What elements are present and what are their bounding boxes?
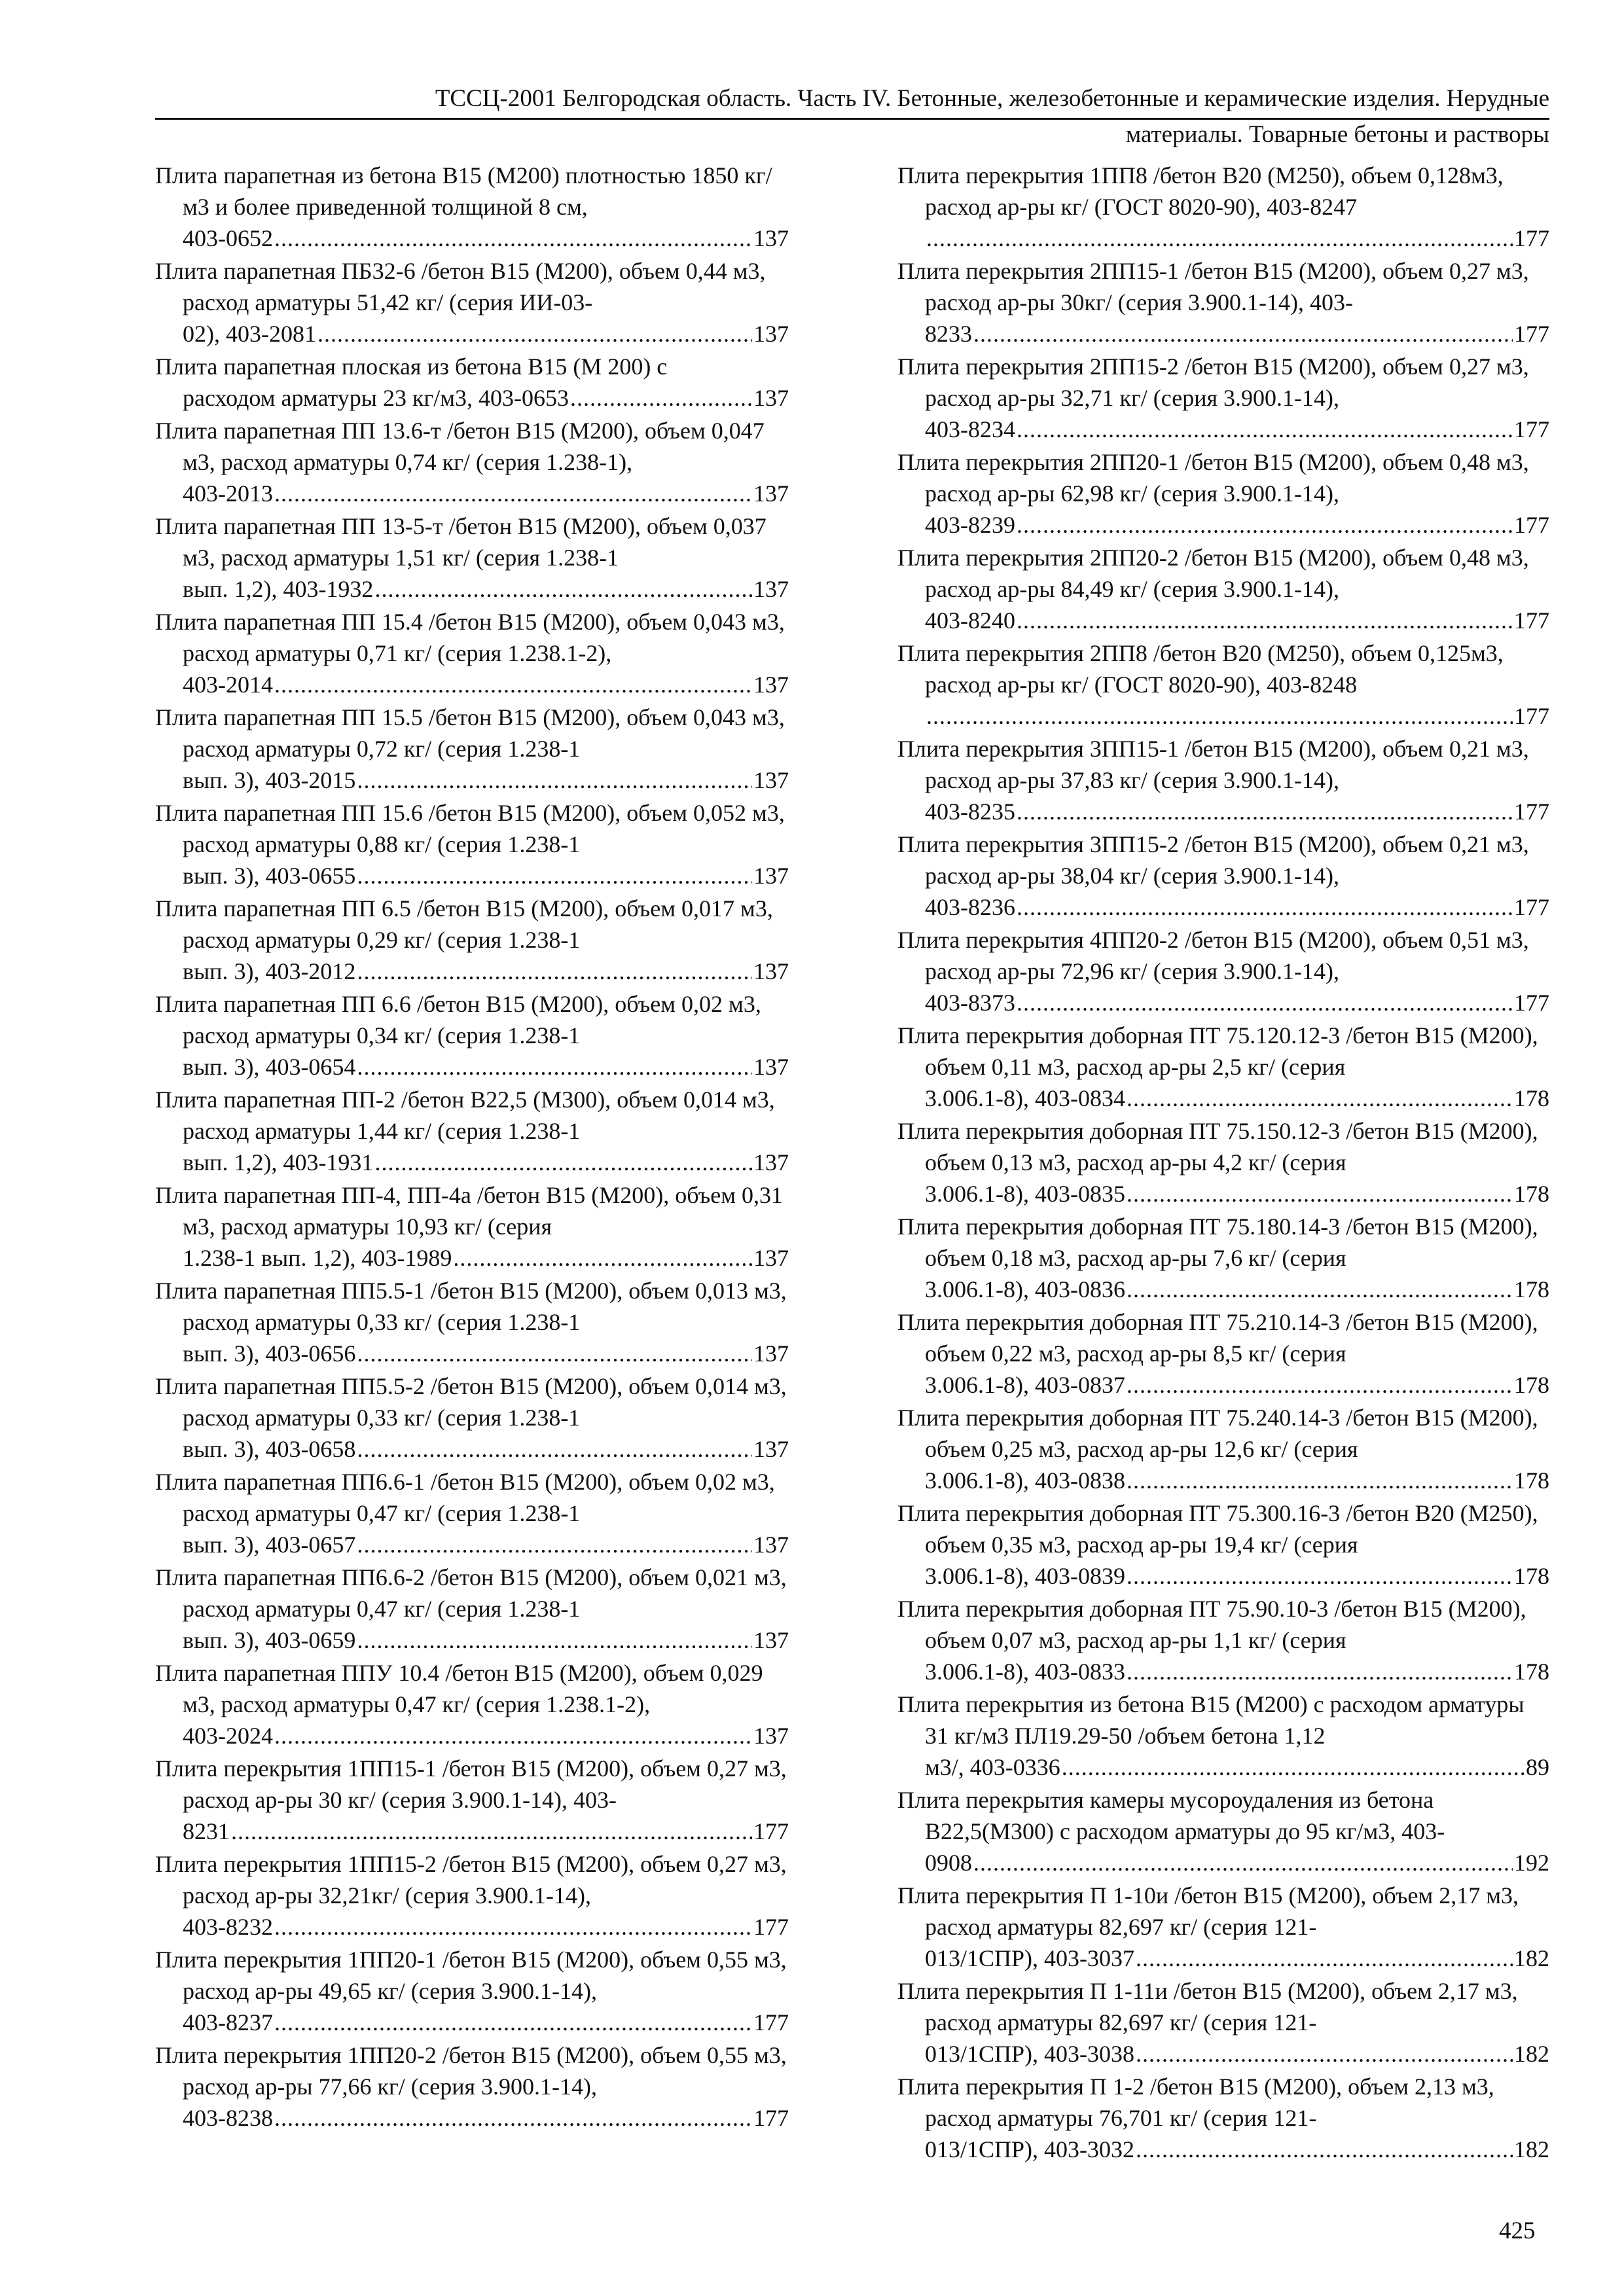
entry-text: Плита парапетная ПБ32-6 /бетон В15 (М200), объем 0,44 м3, расход арматуры 51,42 кг/ (серия ИИ-03- — [155, 258, 766, 315]
entry-code: 403-8232 — [183, 1914, 273, 1940]
entry-leader-row — [925, 1369, 1549, 1401]
index-entry — [155, 797, 789, 891]
index-entry — [897, 1402, 1549, 1496]
entry-page-ref: 137 — [753, 385, 789, 411]
dot-leader — [357, 956, 752, 987]
entry-leader-row — [925, 1465, 1549, 1496]
entry-text: Плита парапетная ПП 6.6 /бетон В15 (М200), объем 0,02 м3, расход арматуры 0,34 кг/ (серия 1.238-1 — [155, 991, 761, 1049]
entry-text: Плита парапетная ПП 15.4 /бетон В15 (М200), объем 0,043 м3, расход арматуры 0,71 кг/ (серия 1.238.1-2), — [155, 609, 785, 666]
dot-leader — [1017, 987, 1513, 1018]
entry-text: Плита парапетная ПП-4, ПП-4а /бетон В15 (М200), объем 0,31 м3, расход арматуры 10,93 кг/ (серия — [155, 1182, 783, 1240]
entry-page-ref: 178 — [1514, 1085, 1549, 1111]
dot-leader — [374, 573, 752, 605]
entry-page-ref: 178 — [1514, 1467, 1549, 1494]
entry-code: 013/1СПР), 403-3038 — [925, 2041, 1135, 2067]
index-entry — [897, 446, 1549, 541]
entry-code: 0908 — [925, 1850, 972, 1876]
index-entry — [897, 1211, 1549, 1305]
entry-leader-row — [925, 796, 1549, 827]
index-entry — [155, 415, 789, 509]
entry-page-ref: 137 — [753, 1436, 789, 1462]
entry-leader-row — [925, 318, 1549, 350]
index-entry — [155, 1084, 789, 1178]
entry-text: Плита перекрытия 2ПП20-2 /бетон В15 (М200), объем 0,48 м3, расход ар-ры 84,49 кг/ (серия 3.900.1-14), — [897, 545, 1529, 602]
entry-text: Плита перекрытия доборная ПТ 75.150.12-3 /бетон В15 (М200), объем 0,13 м3, расход ар-ры 4,2 кг/ (серия — [897, 1118, 1538, 1175]
index-entry — [897, 1498, 1549, 1592]
entry-leader-row — [925, 1560, 1549, 1592]
entry-page-ref: 137 — [753, 1723, 789, 1749]
entry-page-ref: 177 — [753, 2105, 789, 2131]
dot-leader — [1062, 1751, 1525, 1783]
index-entry — [897, 1593, 1549, 1687]
dot-leader — [1127, 1560, 1513, 1592]
entry-code: 3.006.1-8), 403-0833 — [925, 1659, 1125, 1685]
entry-leader-row — [925, 891, 1549, 923]
entry-page-ref: 192 — [1514, 1850, 1549, 1876]
entry-text: Плита парапетная из бетона В15 (М200) плотностью 1850 кг/м3 и более приведенной толщиной 8 см, — [155, 162, 772, 220]
entry-code: 3.006.1-8), 403-0837 — [925, 1372, 1125, 1398]
entry-text: Плита парапетная ПП 15.5 /бетон В15 (М200), объем 0,043 м3, расход арматуры 0,72 кг/ (серия 1.238-1 — [155, 704, 785, 762]
entry-leader-row — [183, 478, 789, 509]
entry-code: 1.238-1 вып. 1,2), 403-1989 — [183, 1245, 452, 1271]
entry-code: расходом арматуры 23 кг/м3, 403-0653 — [183, 385, 569, 411]
header-rule — [155, 118, 1549, 120]
index-entry — [897, 1880, 1549, 1974]
entry-leader-row — [925, 987, 1549, 1018]
entry-page-ref: 177 — [753, 2009, 789, 2036]
dot-leader — [1127, 1274, 1513, 1305]
entry-leader-row — [925, 605, 1549, 636]
dot-leader — [317, 318, 752, 350]
entry-text: Плита перекрытия 3ПП15-2 /бетон В15 (М200), объем 0,21 м3, расход ар-ры 38,04 кг/ (серия 3.900.1-14), — [897, 831, 1529, 889]
entry-text: Плита перекрытия П 1-11и /бетон В15 (М200), объем 2,17 м3, расход арматуры 82,697 кг/ (серия 121- — [897, 1978, 1518, 2036]
entry-leader-row — [183, 1051, 789, 1083]
dot-leader — [357, 1529, 752, 1560]
entry-page-ref: 177 — [753, 1914, 789, 1940]
entry-page-ref: 137 — [753, 1245, 789, 1271]
entry-page-ref: 137 — [753, 767, 789, 793]
dot-leader — [1127, 1083, 1513, 1114]
entry-code: м3/, 403-0336 — [925, 1754, 1060, 1780]
index-entry — [155, 1944, 789, 2038]
entry-leader-row — [183, 1720, 789, 1751]
entry-page-ref: 178 — [1514, 1181, 1549, 1207]
entry-leader-row — [183, 1433, 789, 1465]
entry-code: вып. 1,2), 403-1932 — [183, 576, 374, 602]
entry-leader-row — [183, 860, 789, 891]
index-entry — [897, 1306, 1549, 1401]
entry-text: Плита перекрытия П 1-2 /бетон В15 (М200), объем 2,13 м3, расход арматуры 76,701 кг/ (серия 121- — [897, 2073, 1494, 2131]
entry-page-ref: 137 — [753, 863, 789, 889]
entry-code: вып. 3), 403-2012 — [183, 958, 356, 984]
dot-leader — [1017, 605, 1513, 636]
index-entry — [155, 893, 789, 987]
entry-leader-row — [183, 573, 789, 605]
entry-code: вып. 3), 403-2015 — [183, 767, 356, 793]
dot-leader — [926, 223, 1513, 254]
dot-leader — [1017, 414, 1513, 445]
entry-code: вып. 3), 403-0657 — [183, 1532, 356, 1558]
entry-page-ref: 137 — [753, 1054, 789, 1080]
entry-text: Плита парапетная ПП 13.6-т /бетон В15 (М200), объем 0,047 м3, расход арматуры 0,74 кг/ (серия 1.238-1), — [155, 418, 765, 475]
entry-leader-row — [183, 318, 789, 350]
entry-code: вып. 3), 403-0658 — [183, 1436, 356, 1462]
dot-leader — [357, 1624, 752, 1656]
entry-leader-row — [183, 2007, 789, 2038]
dot-leader — [926, 700, 1513, 732]
index-entry — [897, 1689, 1549, 1783]
entry-text: Плита перекрытия доборная ПТ 75.210.14-3 /бетон В15 (М200), объем 0,22 м3, расход ар-ры 8,5 кг/ (серия — [897, 1309, 1538, 1367]
entry-leader-row — [925, 1943, 1549, 1974]
dot-leader — [231, 1816, 752, 1847]
entry-code: 403-8235 — [925, 798, 1015, 825]
entry-code: 403-8238 — [183, 2105, 273, 2131]
dot-leader — [357, 1338, 752, 1369]
dot-leader — [357, 860, 752, 891]
entry-code: вып. 3), 403-0659 — [183, 1627, 356, 1653]
entry-code: 3.006.1-8), 403-0838 — [925, 1467, 1125, 1494]
entry-code: 403-8239 — [925, 512, 1015, 538]
entry-code: 013/1СПР), 403-3032 — [925, 2136, 1135, 2162]
entry-code: 3.006.1-8), 403-0835 — [925, 1181, 1125, 1207]
entry-leader-row — [183, 223, 789, 254]
dot-leader — [274, 1720, 752, 1751]
dot-leader — [274, 2007, 752, 2038]
index-entry — [897, 924, 1549, 1018]
entry-page-ref: 182 — [1514, 1945, 1549, 1971]
entry-code: 013/1СПР), 403-3037 — [925, 1945, 1135, 1971]
entry-code: 403-8236 — [925, 894, 1015, 920]
entry-leader-row — [183, 1624, 789, 1656]
entry-text: Плита перекрытия 1ПП15-2 /бетон В15 (М200), объем 0,27 м3, расход ар-ры 32,21кг/ (серия 3.900.1-14), — [155, 1851, 787, 1909]
entry-page-ref: 182 — [1514, 2041, 1549, 2067]
index-entry — [897, 1975, 1549, 2070]
index-entry — [155, 1562, 789, 1656]
index-entry — [897, 1020, 1549, 1114]
index-entry — [155, 1848, 789, 1943]
entry-leader-row — [183, 669, 789, 700]
dot-leader — [1127, 1656, 1513, 1687]
entry-code: 403-2024 — [183, 1723, 273, 1749]
entry-text: Плита парапетная ПП-2 /бетон В22,5 (М300), объем 0,014 м3, расход арматуры 1,44 кг/ (серия 1.238-1 — [155, 1086, 775, 1144]
index-entry — [897, 1115, 1549, 1210]
entry-page-ref: 178 — [1514, 1563, 1549, 1589]
entry-leader-row — [925, 1656, 1549, 1687]
entry-code: 403-2013 — [183, 480, 273, 507]
dot-leader — [274, 478, 752, 509]
index-entry — [897, 255, 1549, 350]
entry-leader-row — [925, 2134, 1549, 2165]
entry-leader-row — [925, 1751, 1549, 1783]
entry-page-ref: 177 — [1514, 894, 1549, 920]
entry-leader-row — [925, 1847, 1549, 1878]
entry-leader-row — [925, 700, 1549, 732]
entry-text: Плита перекрытия доборная ПТ 75.240.14-3 /бетон В15 (М200), объем 0,25 м3, расход ар-ры 12,6 кг/ (серия — [897, 1405, 1538, 1462]
dot-leader — [1136, 2134, 1513, 2165]
entry-text: Плита перекрытия доборная ПТ 75.90.10-3 /бетон В15 (М200), объем 0,07 м3, расход ар-ры 1,1 кг/ (серия — [897, 1596, 1526, 1653]
entry-leader-row — [183, 2102, 789, 2134]
entry-page-ref: 137 — [753, 958, 789, 984]
header-title-line1: ТССЦ-2001 Белгородская область. Часть IV. Бетонные, железобетонные и керамические изделия. Нерудные — [435, 85, 1549, 112]
entry-code: вып. 3), 403-0654 — [183, 1054, 356, 1080]
entry-page-ref: 137 — [753, 321, 789, 347]
dot-leader — [1017, 796, 1513, 827]
entry-text: Плита перекрытия доборная ПТ 75.120.12-3 /бетон В15 (М200), объем 0,11 м3, расход ар-ры 2,5 кг/ (серия — [897, 1022, 1538, 1080]
entry-text: Плита перекрытия доборная ПТ 75.300.16-3 /бетон В20 (М250), объем 0,35 м3, расход ар-ры 19,4 кг/ (серия — [897, 1500, 1538, 1558]
dot-leader — [973, 318, 1513, 350]
entry-code: 403-2014 — [183, 672, 273, 698]
entry-text: Плита парапетная ПП6.6-1 /бетон В15 (М200), объем 0,02 м3, расход арматуры 0,47 кг/ (серия 1.238-1 — [155, 1469, 775, 1526]
entry-text: Плита перекрытия 1ПП20-1 /бетон В15 (М200), объем 0,55 м3, расход ар-ры 49,65 кг/ (серия 3.900.1-14), — [155, 1946, 787, 2004]
entry-page-ref: 182 — [1514, 2136, 1549, 2162]
dot-leader — [1127, 1465, 1513, 1496]
entry-code: вып. 3), 403-0655 — [183, 863, 356, 889]
dot-leader — [357, 764, 752, 796]
entry-code: 8231 — [183, 1818, 230, 1844]
entry-page-ref: 137 — [753, 225, 789, 251]
dot-leader — [1136, 2038, 1513, 2070]
dot-leader — [1017, 891, 1513, 923]
entry-text: Плита перекрытия 1ПП20-2 /бетон В15 (М200), объем 0,55 м3, расход ар-ры 77,66 кг/ (серия 3.900.1-14), — [155, 2042, 787, 2100]
entry-leader-row — [183, 1529, 789, 1560]
dot-leader — [453, 1242, 752, 1274]
header-title-line2: материалы. Товарные бетоны и растворы — [1125, 121, 1549, 148]
entry-page-ref: 177 — [1514, 512, 1549, 538]
entry-code: 403-8373 — [925, 990, 1015, 1016]
entry-page-ref: 137 — [753, 1532, 789, 1558]
entry-text: Плита перекрытия П 1-10и /бетон В15 (М200), объем 2,17 м3, расход арматуры 82,697 кг/ (серия 121- — [897, 1882, 1519, 1940]
dot-leader — [357, 1433, 752, 1465]
entry-code: 3.006.1-8), 403-0839 — [925, 1563, 1125, 1589]
entry-page-ref: 89 — [1526, 1754, 1549, 1780]
entry-text: Плита парапетная ППУ 10.4 /бетон В15 (М200), объем 0,029 м3, расход арматуры 0,47 кг/ (серия 1.238.1-2), — [155, 1660, 763, 1717]
index-entry — [897, 2071, 1549, 2165]
entry-text: Плита перекрытия 1ПП15-1 /бетон В15 (М200), объем 0,27 м3, расход ар-ры 30 кг/ (серия 3.900.1-14), 403- — [155, 1755, 787, 1813]
entry-code: вып. 3), 403-0656 — [183, 1340, 356, 1367]
entry-text: Плита парапетная ПП5.5-2 /бетон В15 (М200), объем 0,014 м3, расход арматуры 0,33 кг/ (серия 1.238-1 — [155, 1373, 787, 1431]
index-entry — [897, 637, 1549, 732]
entry-leader-row — [925, 2038, 1549, 2070]
dot-leader — [274, 223, 752, 254]
index-entry — [155, 2039, 789, 2134]
entry-text: Плита парапетная ПП5.5-1 /бетон В15 (М200), объем 0,013 м3, расход арматуры 0,33 кг/ (серия 1.238-1 — [155, 1278, 787, 1335]
entry-code: 403-8240 — [925, 607, 1015, 634]
entry-page-ref: 137 — [753, 480, 789, 507]
entry-code: вып. 1,2), 403-1931 — [183, 1149, 374, 1175]
index-entry — [155, 702, 789, 796]
entry-leader-row — [183, 956, 789, 987]
dot-leader — [1017, 509, 1513, 541]
entry-page-ref: 178 — [1514, 1372, 1549, 1398]
entry-leader-row — [925, 509, 1549, 541]
entry-page-ref: 137 — [753, 1149, 789, 1175]
entry-page-ref: 178 — [1514, 1276, 1549, 1302]
entry-leader-row — [183, 1147, 789, 1178]
entry-leader-row — [925, 1274, 1549, 1305]
index-column-right — [897, 160, 1549, 2166]
entry-page-ref: 177 — [753, 1818, 789, 1844]
entry-leader-row — [925, 1083, 1549, 1114]
entry-text: Плита перекрытия камеры мусороудаления из бетона В22,5(М300) с расходом арматуры до 95 кг/м3, 403- — [897, 1787, 1445, 1844]
dot-leader — [274, 669, 752, 700]
entry-text: Плита перекрытия 4ПП20-2 /бетон В15 (М200), объем 0,51 м3, расход ар-ры 72,96 кг/ (серия 3.900.1-14), — [897, 927, 1529, 984]
entry-leader-row — [183, 1242, 789, 1274]
entry-code: 8233 — [925, 321, 972, 347]
dot-leader — [570, 382, 752, 414]
entry-page-ref: 178 — [1514, 1659, 1549, 1685]
dot-leader — [973, 1847, 1513, 1878]
entry-page-ref: 177 — [1514, 607, 1549, 634]
index-entry — [155, 511, 789, 605]
entry-code: 02), 403-2081 — [183, 321, 316, 347]
index-entry — [155, 255, 789, 350]
index-entry — [155, 1179, 789, 1274]
entry-leader-row — [925, 1178, 1549, 1210]
index-entry — [155, 1753, 789, 1847]
entry-text: Плита перекрытия 1ПП8 /бетон В20 (М250), объем 0,128м3, расход ар-ры кг/ (ГОСТ 8020-90), 403-8247 — [897, 162, 1504, 220]
running-header — [155, 85, 1549, 149]
index-entry — [155, 1657, 789, 1751]
entry-page-ref: 177 — [1514, 321, 1549, 347]
entry-text: Плита перекрытия 2ПП20-1 /бетон В15 (М200), объем 0,48 м3, расход ар-ры 62,98 кг/ (серия 3.900.1-14), — [897, 449, 1529, 507]
dot-leader — [374, 1147, 752, 1178]
dot-leader — [1127, 1178, 1513, 1210]
entry-text: Плита парапетная ПП 6.5 /бетон В15 (М200), объем 0,017 м3, расход арматуры 0,29 кг/ (серия 1.238-1 — [155, 895, 773, 953]
entry-text: Плита перекрытия 2ПП15-2 /бетон В15 (М200), объем 0,27 м3, расход ар-ры 32,71 кг/ (серия 3.900.1-14), — [897, 353, 1529, 411]
entry-page-ref: 137 — [753, 1627, 789, 1653]
index-entry — [897, 733, 1549, 827]
entry-leader-row — [183, 764, 789, 796]
entry-code: 403-8237 — [183, 2009, 273, 2036]
dot-leader — [357, 1051, 752, 1083]
page-number: 425 — [1499, 2217, 1536, 2244]
index-entry — [897, 351, 1549, 445]
entry-page-ref: 137 — [753, 1340, 789, 1367]
entry-text: Плита парапетная ПП 15.6 /бетон В15 (М200), объем 0,052 м3, расход арматуры 0,88 кг/ (серия 1.238-1 — [155, 800, 785, 857]
entry-text: Плита перекрытия 2ПП15-1 /бетон В15 (М200), объем 0,27 м3, расход ар-ры 30кг/ (серия 3.900.1-14), 403- — [897, 258, 1529, 315]
index-entry — [155, 606, 789, 700]
entry-leader-row — [183, 382, 789, 414]
index-column-left — [155, 160, 789, 2135]
entry-leader-row — [183, 1338, 789, 1369]
entry-text: Плита парапетная ПП 13-5-т /бетон В15 (М200), объем 0,037 м3, расход арматуры 1,51 кг/ (серия 1.238-1 — [155, 513, 767, 571]
index-entry — [897, 542, 1549, 636]
entry-page-ref: 137 — [753, 672, 789, 698]
entry-page-ref: 137 — [753, 576, 789, 602]
index-entry — [155, 1466, 789, 1560]
entry-leader-row — [183, 1816, 789, 1847]
entry-text: Плита перекрытия 2ПП8 /бетон В20 (М250), объем 0,125м3, расход ар-ры кг/ (ГОСТ 8020-90), 403-8248 — [897, 640, 1504, 698]
index-entry — [897, 160, 1549, 254]
entry-page-ref: 177 — [1514, 416, 1549, 442]
index-entry — [155, 988, 789, 1083]
index-entry — [155, 160, 789, 254]
entry-leader-row — [925, 414, 1549, 445]
entry-leader-row — [925, 223, 1549, 254]
dot-leader — [1136, 1943, 1513, 1974]
entry-page-ref: 177 — [1514, 798, 1549, 825]
entry-text: Плита перекрытия 3ПП15-1 /бетон В15 (М200), объем 0,21 м3, расход ар-ры 37,83 кг/ (серия 3.900.1-14), — [897, 736, 1529, 793]
entry-page-ref: 177 — [1514, 703, 1549, 729]
entry-leader-row — [183, 1911, 789, 1943]
entry-page-ref: 177 — [1514, 990, 1549, 1016]
entry-text: Плита парапетная плоская из бетона В15 (М 200) с — [155, 353, 668, 380]
entry-code: 3.006.1-8), 403-0834 — [925, 1085, 1125, 1111]
entry-text: Плита перекрытия из бетона В15 (М200) с расходом арматуры 31 кг/м3 ПЛ19.29-50 /объем бетона 1,12 — [897, 1691, 1525, 1749]
index-entry — [897, 829, 1549, 923]
index-entry — [155, 1275, 789, 1369]
index-entry — [155, 351, 789, 414]
index-entry — [155, 1371, 789, 1465]
dot-leader — [274, 1911, 752, 1943]
entry-text: Плита перекрытия доборная ПТ 75.180.14-3 /бетон В15 (М200), объем 0,18 м3, расход ар-ры 7,6 кг/ (серия — [897, 1213, 1538, 1271]
dot-leader — [274, 2102, 752, 2134]
entry-page-ref: 177 — [1514, 225, 1549, 251]
entry-code: 403-0652 — [183, 225, 273, 251]
entry-text: Плита парапетная ПП6.6-2 /бетон В15 (М200), объем 0,021 м3, расход арматуры 0,47 кг/ (серия 1.238-1 — [155, 1564, 787, 1622]
dot-leader — [1127, 1369, 1513, 1401]
index-entry — [897, 1784, 1549, 1878]
entry-code: 403-8234 — [925, 416, 1015, 442]
entry-code: 3.006.1-8), 403-0836 — [925, 1276, 1125, 1302]
